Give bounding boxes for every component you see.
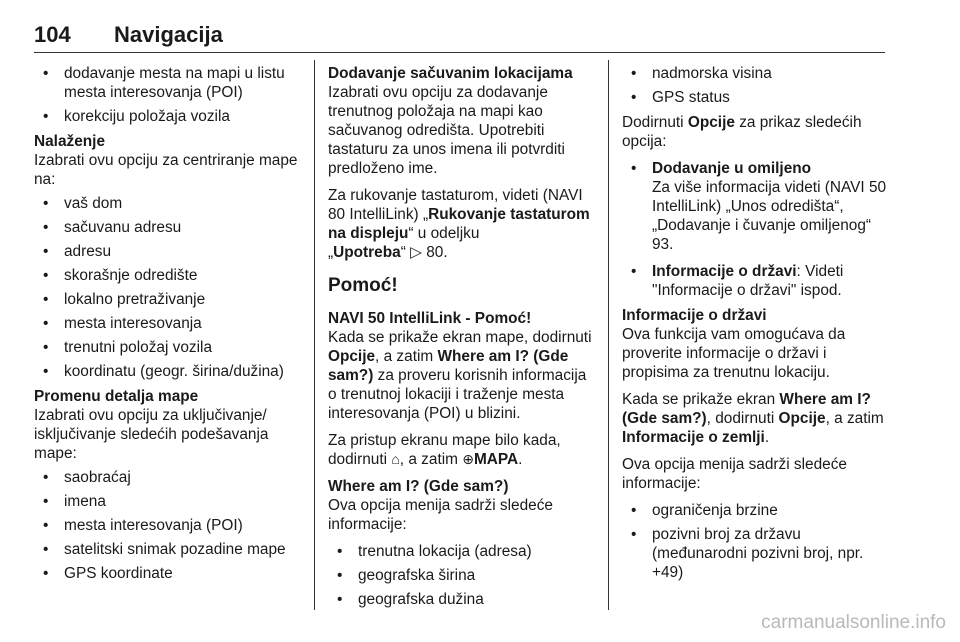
pomoc-map-access: Za pristup ekranu mape bilo kada, dodirnuti ⌂, a zatim ⊕MAPA. xyxy=(328,432,561,468)
column-2 xyxy=(328,64,596,614)
info-list xyxy=(622,501,892,582)
info-text: Ova funkcija vam omogućava da proverite informacije o državi i propisima za trenutnu lokaciju. xyxy=(622,326,846,381)
list-item: • mesta interesovanja xyxy=(34,314,302,333)
info-access: Kada se prikaže ekran Where am I? (Gde sam?), dodirnuti Opcije, a zatim Informacije o zemlji. xyxy=(622,391,884,446)
list-item: • vaš dom xyxy=(34,194,302,213)
list-item: • trenutna lokacija (adresa) xyxy=(328,542,596,561)
list-item: • pozivni broj za državu (međunarodni pozivni broj, npr. +49) xyxy=(622,525,892,582)
omiljeno-label: • Dodavanje u omiljeno xyxy=(652,160,812,177)
page-title: Navigacija xyxy=(114,22,223,47)
list-item xyxy=(622,159,892,254)
drzavi-label: Informacije o državi xyxy=(652,263,797,280)
section-title: Pomoć! xyxy=(328,275,398,296)
page-number: 104 xyxy=(34,22,71,47)
pomoc-text: Kada se prikaže ekran mape, dodirnuti Opcije, a zatim Where am I? (Gde sam?) za proveru korisnih informacija o trenutnoj lokaciji i traženje mesta interesovanja (POI) u blizini. xyxy=(328,329,592,422)
nalazenje-heading: Nalaženje xyxy=(34,133,106,150)
nalazenje-text: Izabrati ovu opciju za centriranje mape na: xyxy=(34,152,298,188)
list-item: • GPS koordinate xyxy=(34,564,302,583)
list-item: • sačuvanu adresu xyxy=(34,218,302,237)
list-item: • adresu xyxy=(34,242,302,261)
column-divider xyxy=(314,60,315,610)
list-item: • satelitski snimak pozadine mape xyxy=(34,540,302,559)
list-item: • geografska dužina xyxy=(328,590,596,609)
where-list xyxy=(328,542,596,609)
promenu-heading: Promenu detalja mape xyxy=(34,388,199,405)
promenu-list xyxy=(34,468,302,583)
usage-link-label: Upotreba xyxy=(333,244,401,261)
options-text: Dodirnuti Opcije za prikaz sledećih opcija: xyxy=(622,114,862,150)
info-continued-list xyxy=(622,64,892,107)
watermark: carmanualsonline.info xyxy=(761,612,946,633)
keyboard-link-label: Rukovanje tastaturom na displeju xyxy=(328,206,590,242)
list-item: • dodavanje mesta na mapi u listu mesta interesovanja (POI) xyxy=(34,64,302,102)
page-header xyxy=(34,22,885,53)
drzavi-text: : Videti "Informacije o državi" ispod. xyxy=(652,263,844,299)
dodavanje-heading: Dodavanje sačuvanim lokacijama xyxy=(328,65,573,82)
where-text: Ova opcija menija sadrži sledeće informacije: xyxy=(328,497,553,533)
where-heading: Where am I? (Gde sam?) xyxy=(328,478,509,495)
info-menu-text: Ova opcija menija sadrži sledeće informacije: xyxy=(622,456,847,492)
map-icon: ⊕ xyxy=(462,451,474,467)
list-item: • skorašnje odredište xyxy=(34,266,302,285)
promenu-text: Izabrati ovu opciju za uključivanje/ isključivanje sledećih podešavanja mape: xyxy=(34,407,269,462)
list-item: • geografska širina xyxy=(328,566,596,585)
dodavanje-text: Izabrati ovu opciju za dodavanje trenutnog položaja na mapi kao sačuvanog odredišta. Upotrebiti tastaturu za unos imena ili potvrditi predloženo ime. xyxy=(328,84,565,177)
column-divider xyxy=(608,60,609,610)
list-item: • koordinatu (geogr. širina/dužina) xyxy=(34,362,302,381)
list-item: • lokalno pretraživanje xyxy=(34,290,302,309)
list-item: • imena xyxy=(34,492,302,511)
home-icon: ⌂ xyxy=(391,451,400,467)
pomoc-heading: NAVI 50 IntelliLink - Pomoć! xyxy=(328,310,532,327)
list-item: • ograničenja brzine xyxy=(622,501,892,520)
list-item: • korekciju položaja vozila xyxy=(34,107,302,126)
column-1 xyxy=(34,64,302,588)
list-item: • mesta interesovanja (POI) xyxy=(34,516,302,535)
options-list xyxy=(622,159,892,300)
nalazenje-list xyxy=(34,194,302,381)
column-3 xyxy=(622,64,892,587)
omiljeno-text: Za više informacija videti (NAVI 50 IntelliLink) „Unos odredišta“, „Dodavanje i čuvanje omiljenog“ 93. xyxy=(652,179,887,253)
info-heading: Informacije o državi xyxy=(622,307,767,324)
list-item: • saobraćaj xyxy=(34,468,302,487)
list-item: • GPS status xyxy=(622,88,892,107)
page-ref-icon: ▷ xyxy=(410,244,422,261)
list-item: • trenutni položaj vozila xyxy=(34,338,302,357)
list-item xyxy=(622,262,892,300)
dodavanje-keyboard-ref: Za rukovanje tastaturom, videti (NAVI 80 IntelliLink) „Rukovanje tastaturom na displeju“ u odeljku „Upotreba“ ▷ 80. xyxy=(328,187,590,261)
list-item: • nadmorska visina xyxy=(622,64,892,83)
intro-list xyxy=(34,64,302,126)
